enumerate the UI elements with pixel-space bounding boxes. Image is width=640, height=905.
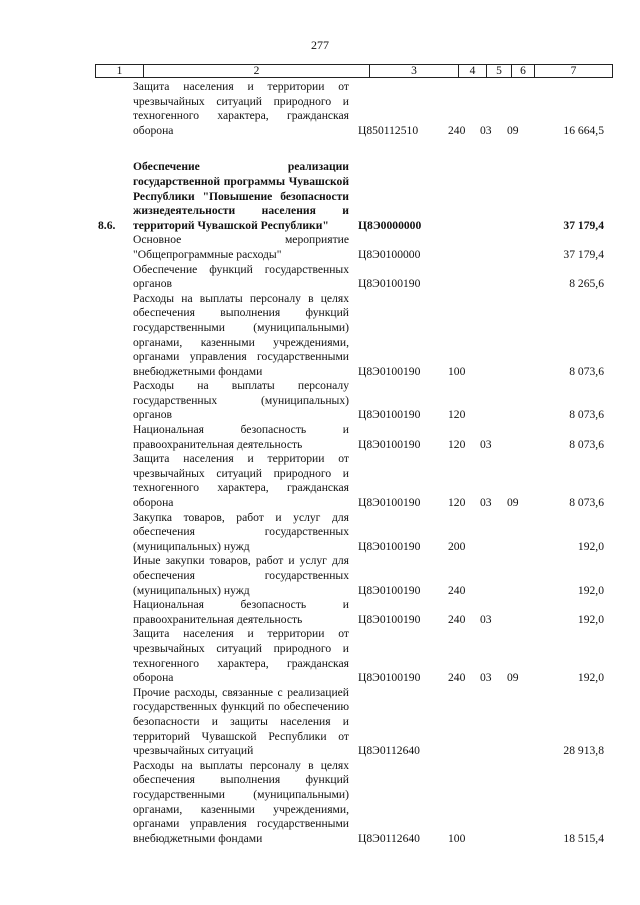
- table-row: [0, 423, 640, 452]
- row-description: Защита населения и территории от чрезвычайных ситуаций природного и техногенного характера, гражданская оборона: [133, 452, 349, 510]
- row-section: 03: [480, 437, 492, 451]
- row-description: Иные закупки товаров, работ и услуг для обеспечения государственных (муниципальных) нужд: [133, 554, 349, 597]
- row-amount: 8 073,6: [569, 437, 604, 451]
- row-code: Ц8Э0100190: [358, 612, 421, 626]
- row-description: Расходы на выплаты персоналу в целях обеспечения выполнения функций государственными (муниципальными) органами, казенными учреждениями, органами управления государственными внебюджетными фондами: [133, 758, 349, 845]
- row-expense-type: 240: [448, 123, 466, 137]
- row-description: Основное мероприятие "Общепрограммные расходы": [133, 233, 349, 261]
- column-header-row: [96, 65, 613, 78]
- row-number: 8.6.: [98, 218, 116, 232]
- row-amount: 16 664,5: [563, 123, 604, 137]
- table-row: [0, 627, 640, 685]
- row-description: Защита населения и территории от чрезвычайных ситуаций природного и техногенного характера, гражданская оборона: [133, 80, 349, 137]
- row-amount: 37 179,4: [563, 247, 604, 261]
- col-header-5: 5: [487, 65, 512, 78]
- row-code: Ц8Э0100000: [358, 247, 421, 261]
- table-row: [0, 233, 640, 262]
- table-row: [0, 554, 640, 598]
- row-code: Ц8Э0100190: [358, 539, 421, 553]
- row-subsection: 09: [507, 123, 519, 137]
- row-section: 03: [480, 671, 492, 685]
- table-row: [0, 598, 640, 627]
- row-code: Ц8Э0100190: [358, 277, 421, 291]
- row-expense-type: 120: [448, 496, 466, 510]
- row-subsection: 09: [507, 496, 519, 510]
- row-description: Расходы на выплаты персоналу государственных (муниципальных) органов: [133, 379, 349, 422]
- row-expense-type: 120: [448, 437, 466, 451]
- row-expense-type: 240: [448, 583, 466, 597]
- row-amount: 8 073,6: [569, 496, 604, 510]
- table-row: [0, 511, 640, 555]
- table-row: [0, 379, 640, 423]
- row-amount: 18 515,4: [563, 831, 604, 845]
- row-amount: 37 179,4: [563, 218, 604, 232]
- col-header-3: 3: [370, 65, 459, 78]
- col-header-7: 7: [535, 65, 613, 78]
- budget-rows: [0, 80, 640, 846]
- row-code: Ц8Э0100190: [358, 583, 421, 597]
- row-expense-type: 240: [448, 612, 466, 626]
- row-description: Прочие расходы, связанные с реализацией государственных функций по обеспечению безопасности и защиты населения и территорий Чувашской Республики от чрезвычайных ситуаций: [133, 685, 349, 758]
- row-description: Закупка товаров, работ и услуг для обеспечения государственных (муниципальных) нужд: [133, 510, 349, 553]
- column-header-table: [95, 64, 613, 78]
- row-amount: 8 073,6: [569, 364, 604, 378]
- row-code: Ц850112510: [358, 123, 419, 137]
- row-amount: 192,0: [577, 583, 604, 597]
- row-expense-type: 200: [448, 539, 466, 553]
- table-row: [0, 292, 640, 380]
- table-row: [0, 263, 640, 292]
- row-expense-type: 240: [448, 671, 466, 685]
- row-code: Ц8Э0100190: [358, 364, 421, 378]
- row-code: Ц8Э0100190: [358, 437, 421, 451]
- table-row: [0, 686, 640, 759]
- row-code: Ц8Э0100190: [358, 496, 421, 510]
- row-expense-type: 120: [448, 408, 466, 422]
- row-code: Ц8Э0100190: [358, 408, 421, 422]
- table-row: [0, 452, 640, 510]
- table-row: [0, 160, 640, 233]
- col-header-2: 2: [144, 65, 370, 78]
- row-description: Обеспечение функций государственных органов: [133, 262, 349, 291]
- row-description: Расходы на выплаты персоналу в целях обеспечения выполнения функций государственными (муниципальными) органами, казенными учреждениями, органами управления государственными внебюджетными фондами: [133, 291, 349, 378]
- page-number: 277: [311, 38, 329, 52]
- row-code: Ц8Э0100190: [358, 671, 421, 685]
- col-header-4: 4: [459, 65, 487, 78]
- row-description: Национальная безопасность и правоохранительная деятельность: [133, 598, 349, 626]
- row-code: Ц8Э0112640: [358, 744, 420, 758]
- row-expense-type: 100: [448, 364, 466, 378]
- row-expense-type: 100: [448, 831, 466, 845]
- table-row: [0, 759, 640, 847]
- row-amount: 28 913,8: [563, 744, 604, 758]
- row-section: 03: [480, 612, 492, 626]
- row-description: Защита населения и территории от чрезвычайных ситуаций природного и техногенного характера, гражданская оборона: [133, 627, 349, 685]
- row-code: Ц8Э0000000: [358, 218, 422, 232]
- section-gap: [0, 138, 640, 160]
- table-row: [0, 80, 640, 138]
- col-header-1: 1: [96, 65, 144, 78]
- row-amount: 8 265,6: [569, 277, 604, 291]
- row-amount: 192,0: [577, 612, 604, 626]
- row-section: 03: [480, 496, 492, 510]
- row-section: 03: [480, 123, 492, 137]
- row-code: Ц8Э0112640: [358, 831, 420, 845]
- col-header-6: 6: [512, 65, 535, 78]
- row-description: Обеспечение реализации государственной программы Чувашской Республики "Повышение безопасности жизнедеятельности населения и территорий Чувашской Республики": [133, 160, 349, 232]
- row-amount: 192,0: [577, 539, 604, 553]
- row-amount: 192,0: [577, 671, 604, 685]
- row-amount: 8 073,6: [569, 408, 604, 422]
- row-subsection: 09: [507, 671, 519, 685]
- row-description: Национальная безопасность и правоохранительная деятельность: [133, 423, 349, 451]
